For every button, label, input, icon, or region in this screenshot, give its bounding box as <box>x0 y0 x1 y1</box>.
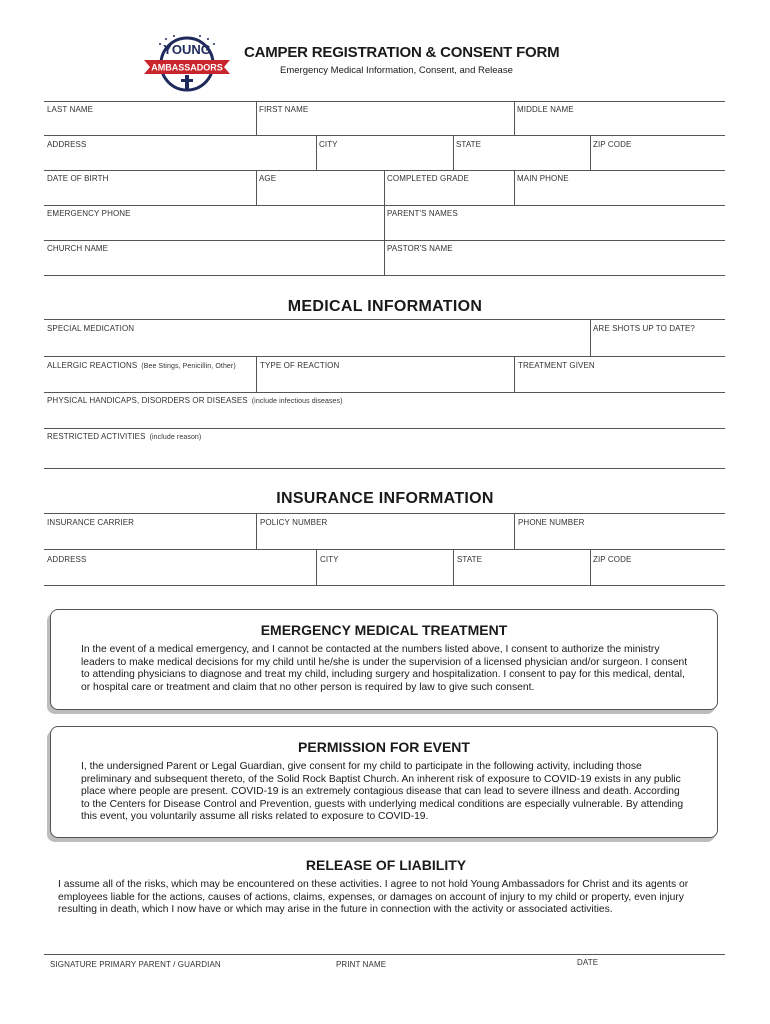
logo-banner-text: AMBASSADORS <box>151 62 223 73</box>
restricted-label: RESTRICTED ACTIVITIES <box>47 432 146 441</box>
emergency-treatment-title: EMERGENCY MEDICAL TREATMENT <box>260 622 508 638</box>
special-medication-field[interactable]: SPECIAL MEDICATION <box>47 324 135 333</box>
print-name-field[interactable]: PRINT NAME <box>336 960 387 969</box>
church-name-field[interactable]: CHURCH NAME <box>47 244 109 253</box>
medical-section-title: MEDICAL INFORMATION <box>287 298 483 315</box>
restricted-activities-field[interactable] <box>47 432 201 441</box>
grade-field[interactable]: COMPLETED GRADE <box>387 174 469 183</box>
form-title: CAMPER REGISTRATION & CONSENT FORM <box>244 44 560 61</box>
emergency-treatment-text: In the event of a medical emergency, and I cannot be contacted at the numbers listed above, I consent to authorize the ministry leaders to make medical decisions for my child until he/she is under the supervision of a licensed physician and/or surgeon. I consent to attending physicians to diagnose and treat my child, including surgery and hospitalization. I consent to pay for this medical, dental, or hospital care or treatment and claim that no other person is required by law to give such consent. <box>81 644 688 693</box>
permission-text: I, the undersigned Parent or Legal Guardian, give consent for my child to participate in the following activity, including those preliminary and subsequent thereto, of the Solid Rock Baptist Church. An inherent risk of exposure to COVID-19 exists in any public place where people are present. COVID-19 is an extremely contagious disease that can lead to severe illness and death. According to the Centers for Disease Control and Prevention, guests with underlying medical conditions are especially vulnerable. By attending this event, you voluntarily assume all risks related to exposure to COVID-19. <box>81 761 684 823</box>
zip-field[interactable]: ZIP CODE <box>593 140 632 149</box>
treatment-given-field[interactable]: TREATMENT GIVEN <box>518 361 595 370</box>
release-text: I assume all of the risks, which may be encountered on these activities. I agree to not hold Young Ambassadors for Christ and its agents or employees liable for the actions, causes of actions, claims, expenses, or damages on account of injury to my child or property, even injury resulting in death, which I now have or which may arise in the future in connection with the activity or associated activities. <box>58 879 689 916</box>
date-field[interactable]: DATE <box>577 958 599 967</box>
first-name-field[interactable]: FIRST NAME <box>259 105 309 114</box>
emergency-phone-field[interactable]: EMERGENCY PHONE <box>47 209 131 218</box>
state-field[interactable]: STATE <box>456 140 482 149</box>
emergency-treatment-box <box>50 609 718 710</box>
handicaps-label: PHYSICAL HANDICAPS, DISORDERS OR DISEASES <box>47 396 248 405</box>
allergic-hint: (Bee Stings, Penicillin, Other) <box>141 363 236 370</box>
age-field[interactable]: AGE <box>259 174 277 183</box>
address-field[interactable]: ADDRESS <box>47 140 87 149</box>
middle-name-field[interactable]: MIDDLE NAME <box>517 105 574 114</box>
release-section <box>58 857 714 917</box>
insurance-state-field[interactable]: STATE <box>457 555 483 564</box>
allergic-reactions-field[interactable] <box>47 361 236 370</box>
main-phone-field[interactable]: MAIN PHONE <box>517 174 569 183</box>
signature-parent-field[interactable]: SIGNATURE PRIMARY PARENT / GUARDIAN <box>50 960 221 969</box>
form-subtitle: Emergency Medical Information, Consent, and Release <box>280 65 513 76</box>
logo <box>140 30 234 98</box>
pastor-name-field[interactable]: PASTOR'S NAME <box>387 244 453 253</box>
insurance-section-title: INSURANCE INFORMATION <box>276 490 494 507</box>
permission-box <box>50 726 718 838</box>
handicaps-field[interactable] <box>47 396 343 405</box>
allergic-reactions-label: ALLERGIC REACTIONS <box>47 361 138 370</box>
policy-number-field[interactable]: POLICY NUMBER <box>260 518 328 527</box>
insurance-zip-field[interactable]: ZIP CODE <box>593 555 632 564</box>
release-title: RELEASE OF LIABILITY <box>305 857 467 873</box>
insurance-phone-field[interactable]: PHONE NUMBER <box>518 518 585 527</box>
permission-title: PERMISSION FOR EVENT <box>298 739 470 755</box>
parents-names-field[interactable]: PARENT'S NAMES <box>387 209 458 218</box>
restricted-hint: (include reason) <box>149 434 202 441</box>
insurance-address-field[interactable]: ADDRESS <box>47 555 87 564</box>
insurance-city-field[interactable]: CITY <box>320 555 339 564</box>
insurance-carrier-field[interactable]: INSURANCE CARRIER <box>47 518 135 527</box>
logo-young-text: YOUNG <box>163 42 211 57</box>
reaction-type-field[interactable]: TYPE OF REACTION <box>260 361 340 370</box>
shots-field[interactable]: ARE SHOTS UP TO DATE? <box>593 324 695 333</box>
last-name-field[interactable]: LAST NAME <box>47 105 94 114</box>
city-field[interactable]: CITY <box>319 140 338 149</box>
dob-field[interactable]: DATE OF BIRTH <box>47 174 109 183</box>
handicaps-hint: (include infectious diseases) <box>251 398 343 405</box>
